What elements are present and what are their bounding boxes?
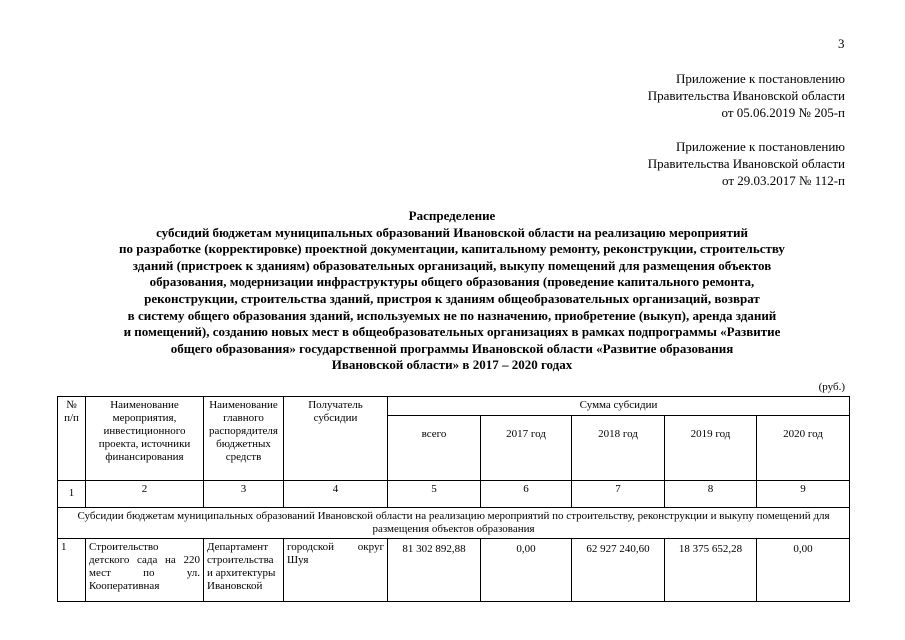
column-number: 4 (284, 481, 388, 508)
section-row (58, 508, 850, 539)
title-line: субсидий бюджетам муниципальных образований Ивановской области на реализацию мероприятий (156, 224, 748, 240)
column-number: 7 (572, 481, 665, 508)
title-line: и помещений), созданию новых мест в общеобразовательных организациях в рамках подпрограммы «Развитие (123, 324, 781, 340)
row-event: Строительство детского сада на 220 мест по ул. Кооперативная (86, 539, 204, 602)
appendix-2-line-2: Правительства Ивановской области (647, 156, 845, 171)
subsidy-table (57, 396, 850, 602)
header-sum: Сумма субсидии (388, 397, 850, 416)
column-number: 6 (481, 481, 572, 508)
row-2018: 62 927 240,60 (572, 539, 665, 602)
row-2019: 18 375 652,28 (665, 539, 757, 602)
title-line: в систему общего образования зданий, используемых не по назначению, приобретение (выкуп), аренда зданий (127, 307, 777, 323)
appendix-block-2 (648, 138, 845, 189)
header-row (58, 397, 850, 416)
header-manager: Наименование главного распорядителя бюджетных средств (204, 397, 284, 481)
header-recipient: Получатель субсидии (284, 397, 388, 481)
currency-unit: (руб.) (818, 381, 845, 393)
appendix-1-line-3: от 05.06.2019 № 205-п (721, 105, 845, 120)
header-event: Наименование мероприятия, инвестиционного проекта, источники финансирования (86, 397, 204, 481)
header-2020: 2020 год (757, 416, 850, 481)
title-line: зданий (пристроек к зданиям) образовательных организаций, выкупу помещений для размещения объектов (132, 257, 772, 273)
title-line: Распределение (408, 208, 496, 223)
column-number: 2 (86, 481, 204, 508)
column-number: 3 (204, 481, 284, 508)
appendix-1-line-2: Правительства Ивановской области (647, 88, 845, 103)
header-2018: 2018 год (572, 416, 665, 481)
column-number: 9 (757, 481, 850, 508)
title-line: образования, модернизации инфраструктуры общего образования (проведение капитального ремонта, (149, 274, 755, 290)
row-recipient: городской округ Шуя (284, 539, 388, 602)
header-2019: 2019 год (665, 416, 757, 481)
appendix-2-line-3: от 29.03.2017 № 112-п (722, 173, 845, 188)
document-title (52, 208, 852, 374)
appendix-block-1 (648, 70, 845, 121)
row-total: 81 302 892,88 (388, 539, 481, 602)
page-number: 3 (838, 36, 845, 51)
title-line: общего образования» государственной программы Ивановской области «Развитие образования (170, 340, 734, 356)
column-number: 8 (665, 481, 757, 508)
title-line: реконструкции, строительства зданий, пристроя к зданиям общеобразовательных организаций, возврат (144, 290, 760, 306)
header-total: всего (388, 416, 481, 481)
title-line: по разработке (корректировке) проектной документации, капитальному ремонту, реконструкции, строительству (119, 241, 785, 257)
column-number: 5 (388, 481, 481, 508)
row-manager: Департамент строительства и архитектуры Ивановской (204, 539, 284, 602)
row-num: 1 (58, 539, 86, 602)
appendix-2-line-1: Приложение к постановлению (675, 139, 845, 154)
column-number-row (58, 481, 850, 508)
header-2017: 2017 год (481, 416, 572, 481)
appendix-1-line-1: Приложение к постановлению (675, 71, 845, 86)
table-row (58, 539, 850, 602)
section-title: Субсидии бюджетам муниципальных образований Ивановской области на реализацию мероприятий по строительству, реконструкции и выкупу помещений для размещения объектов образования (58, 508, 850, 539)
column-number: 1 (58, 481, 86, 508)
header-num: № п/п (58, 397, 86, 481)
row-2017: 0,00 (481, 539, 572, 602)
row-2020: 0,00 (757, 539, 850, 602)
title-line: Ивановской области» в 2017 – 2020 годах (331, 357, 573, 373)
